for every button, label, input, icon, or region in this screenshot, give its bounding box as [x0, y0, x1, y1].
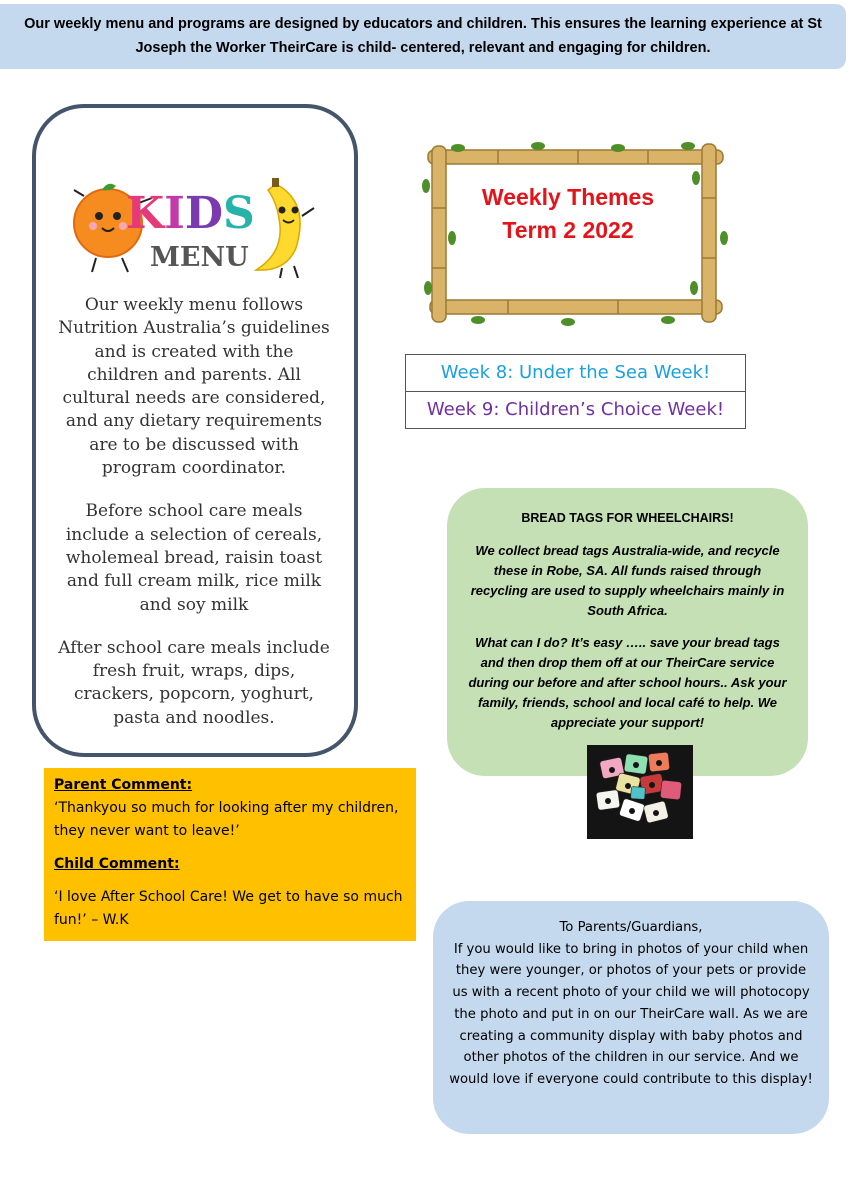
weekly-themes-line2: Term 2 2022 — [502, 217, 634, 243]
weekly-themes-table — [405, 354, 746, 429]
comments-box — [44, 768, 416, 941]
parents-notice-panel — [433, 901, 829, 1134]
menu-paragraph-after-school: After school care meals include fresh fruit, wraps, dips, crackers, popcorn, yoghurt, pasta and noodles. — [58, 637, 330, 728]
bread-tags-intro: We collect bread tags Australia-wide, and recycle these in Robe, SA. All funds raised through recycling are used to supply wheelchairs mainly in South Africa. — [470, 543, 785, 618]
weekly-themes-title — [446, 181, 690, 247]
parent-comment-text: ‘Thankyou so much for looking after my children, they never want to leave!’ — [54, 800, 399, 839]
week-9-theme: Week 9: Children’s Choice Week! — [426, 399, 725, 420]
bread-tags-how: What can I do? It’s easy ….. save your bread tags and then drop them off at our TheirCare service during our before and after school hours.. Ask your family, friends, school and local café to help. We appreciate your support! — [468, 635, 787, 730]
kids-menu-logo — [66, 168, 316, 278]
logo-kids-word — [126, 188, 255, 239]
weekly-themes-line1: Weekly Themes — [481, 184, 655, 210]
bread-tags-panel — [447, 488, 808, 776]
logo-letter-k: K — [126, 188, 165, 239]
logo-letter-i: I — [164, 188, 185, 239]
bread-tags-heading: BREAD TAGS FOR WHEELCHAIRS! — [521, 511, 734, 525]
intro-banner-text: Our weekly menu and programs are designed by educators and children. This ensures the learning experience at St Joseph the Worker TheirCare is child- centered, relevant and engaging for children. — [24, 16, 822, 56]
parents-notice-body: If you would like to bring in photos of your child when they were younger, or photos of your pets or provide us with a recent photo of your child we will photocopy the photo and put in on our TheirCare wall. As we are creating a community display with baby photos and other photos of the children in our service. And we would love if everyone could contribute to this display! — [449, 941, 813, 1087]
logo-letter-d: D — [184, 188, 223, 239]
child-comment-heading: Child Comment: — [54, 856, 180, 872]
child-comment-text: ‘I love After School Care! We get to have so much fun!’ – W.K — [54, 889, 403, 928]
parent-comment-heading: Parent Comment: — [54, 777, 193, 793]
kids-menu-text — [58, 294, 330, 750]
kids-menu-card — [32, 104, 358, 757]
parents-notice-greeting: To Parents/Guardians, — [559, 920, 703, 935]
menu-paragraph-before-school: Before school care meals include a selection of cereals, wholemeal bread, raisin toast and full cream milk, rice milk and soy milk — [65, 501, 323, 615]
week-8-theme: Week 8: Under the Sea Week! — [406, 355, 745, 392]
logo-letter-s: S — [223, 188, 255, 239]
bread-tags-photo — [587, 745, 693, 839]
menu-paragraph-guidelines: Our weekly menu follows Nutrition Australia’s guidelines and is created with the children and parents. All cultural needs are considered, and any dietary requirements are to be discussed with program coordinator. — [58, 295, 330, 479]
logo-menu-word: MENU — [150, 242, 249, 273]
intro-banner — [0, 4, 846, 69]
banana-mascot-icon — [256, 178, 314, 278]
